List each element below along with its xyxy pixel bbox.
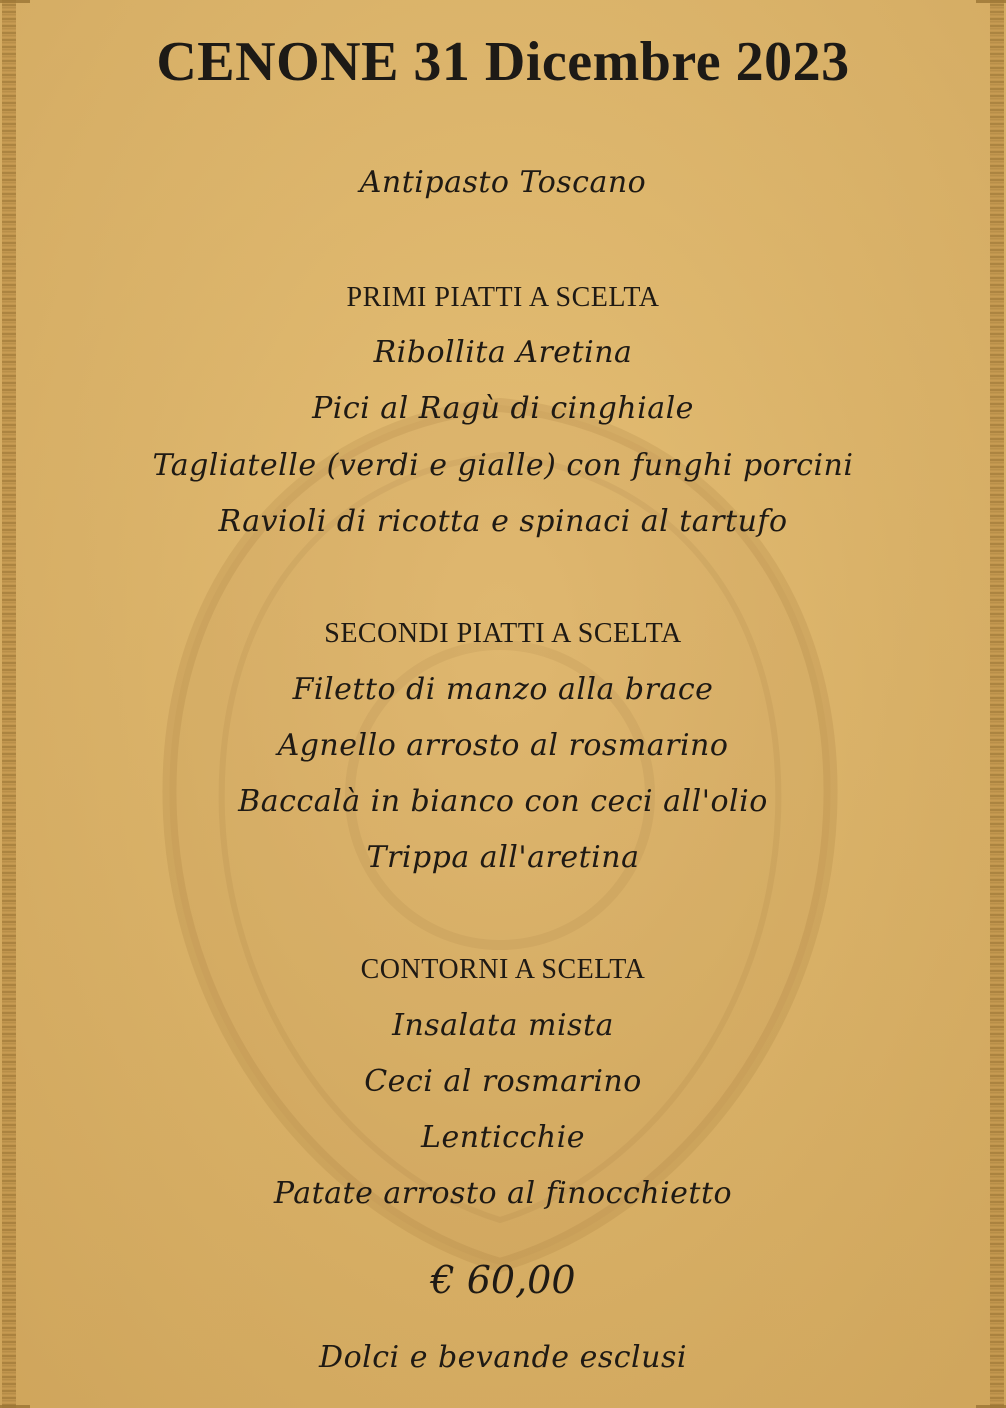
section-heading-primi: PRIMI PIATTI A SCELTA: [346, 282, 660, 313]
section-heading-secondi: SECONDI PIATTI A SCELTA: [324, 618, 682, 649]
menu-note: Dolci e bevande esclusi: [319, 1340, 687, 1375]
section-heading-contorni: CONTORNI A SCELTA: [360, 954, 646, 985]
menu-item: Baccalà in bianco con ceci all'olio: [238, 784, 768, 819]
menu-item: Agnello arrosto al rosmarino: [277, 728, 729, 763]
corner-ornament: [976, 1387, 1006, 1408]
menu-price: € 60,00: [430, 1258, 576, 1302]
corner-ornament: [976, 0, 1006, 21]
corner-ornament: [0, 1387, 30, 1408]
menu-item: Ribollita Aretina: [373, 335, 633, 370]
menu-item: Trippa all'aretina: [366, 840, 640, 875]
menu-item: Patate arrosto al finocchietto: [273, 1176, 733, 1211]
corner-ornament: [0, 0, 30, 21]
menu-item: Ceci al rosmarino: [364, 1064, 642, 1099]
menu-title: CENONE 31 Dicembre 2023: [156, 31, 850, 93]
menu-item: Tagliatelle (verdi e gialle) con funghi porcini: [152, 448, 854, 483]
menu-item: Pici al Ragù di cinghiale: [312, 391, 694, 426]
menu-item: Filetto di manzo alla brace: [292, 672, 714, 707]
menu-item: Insalata mista: [392, 1008, 614, 1043]
menu-item: Lenticchie: [421, 1120, 585, 1155]
antipasto-item: Antipasto Toscano: [359, 165, 647, 200]
menu-item: Ravioli di ricotta e spinaci al tartufo: [218, 504, 788, 539]
